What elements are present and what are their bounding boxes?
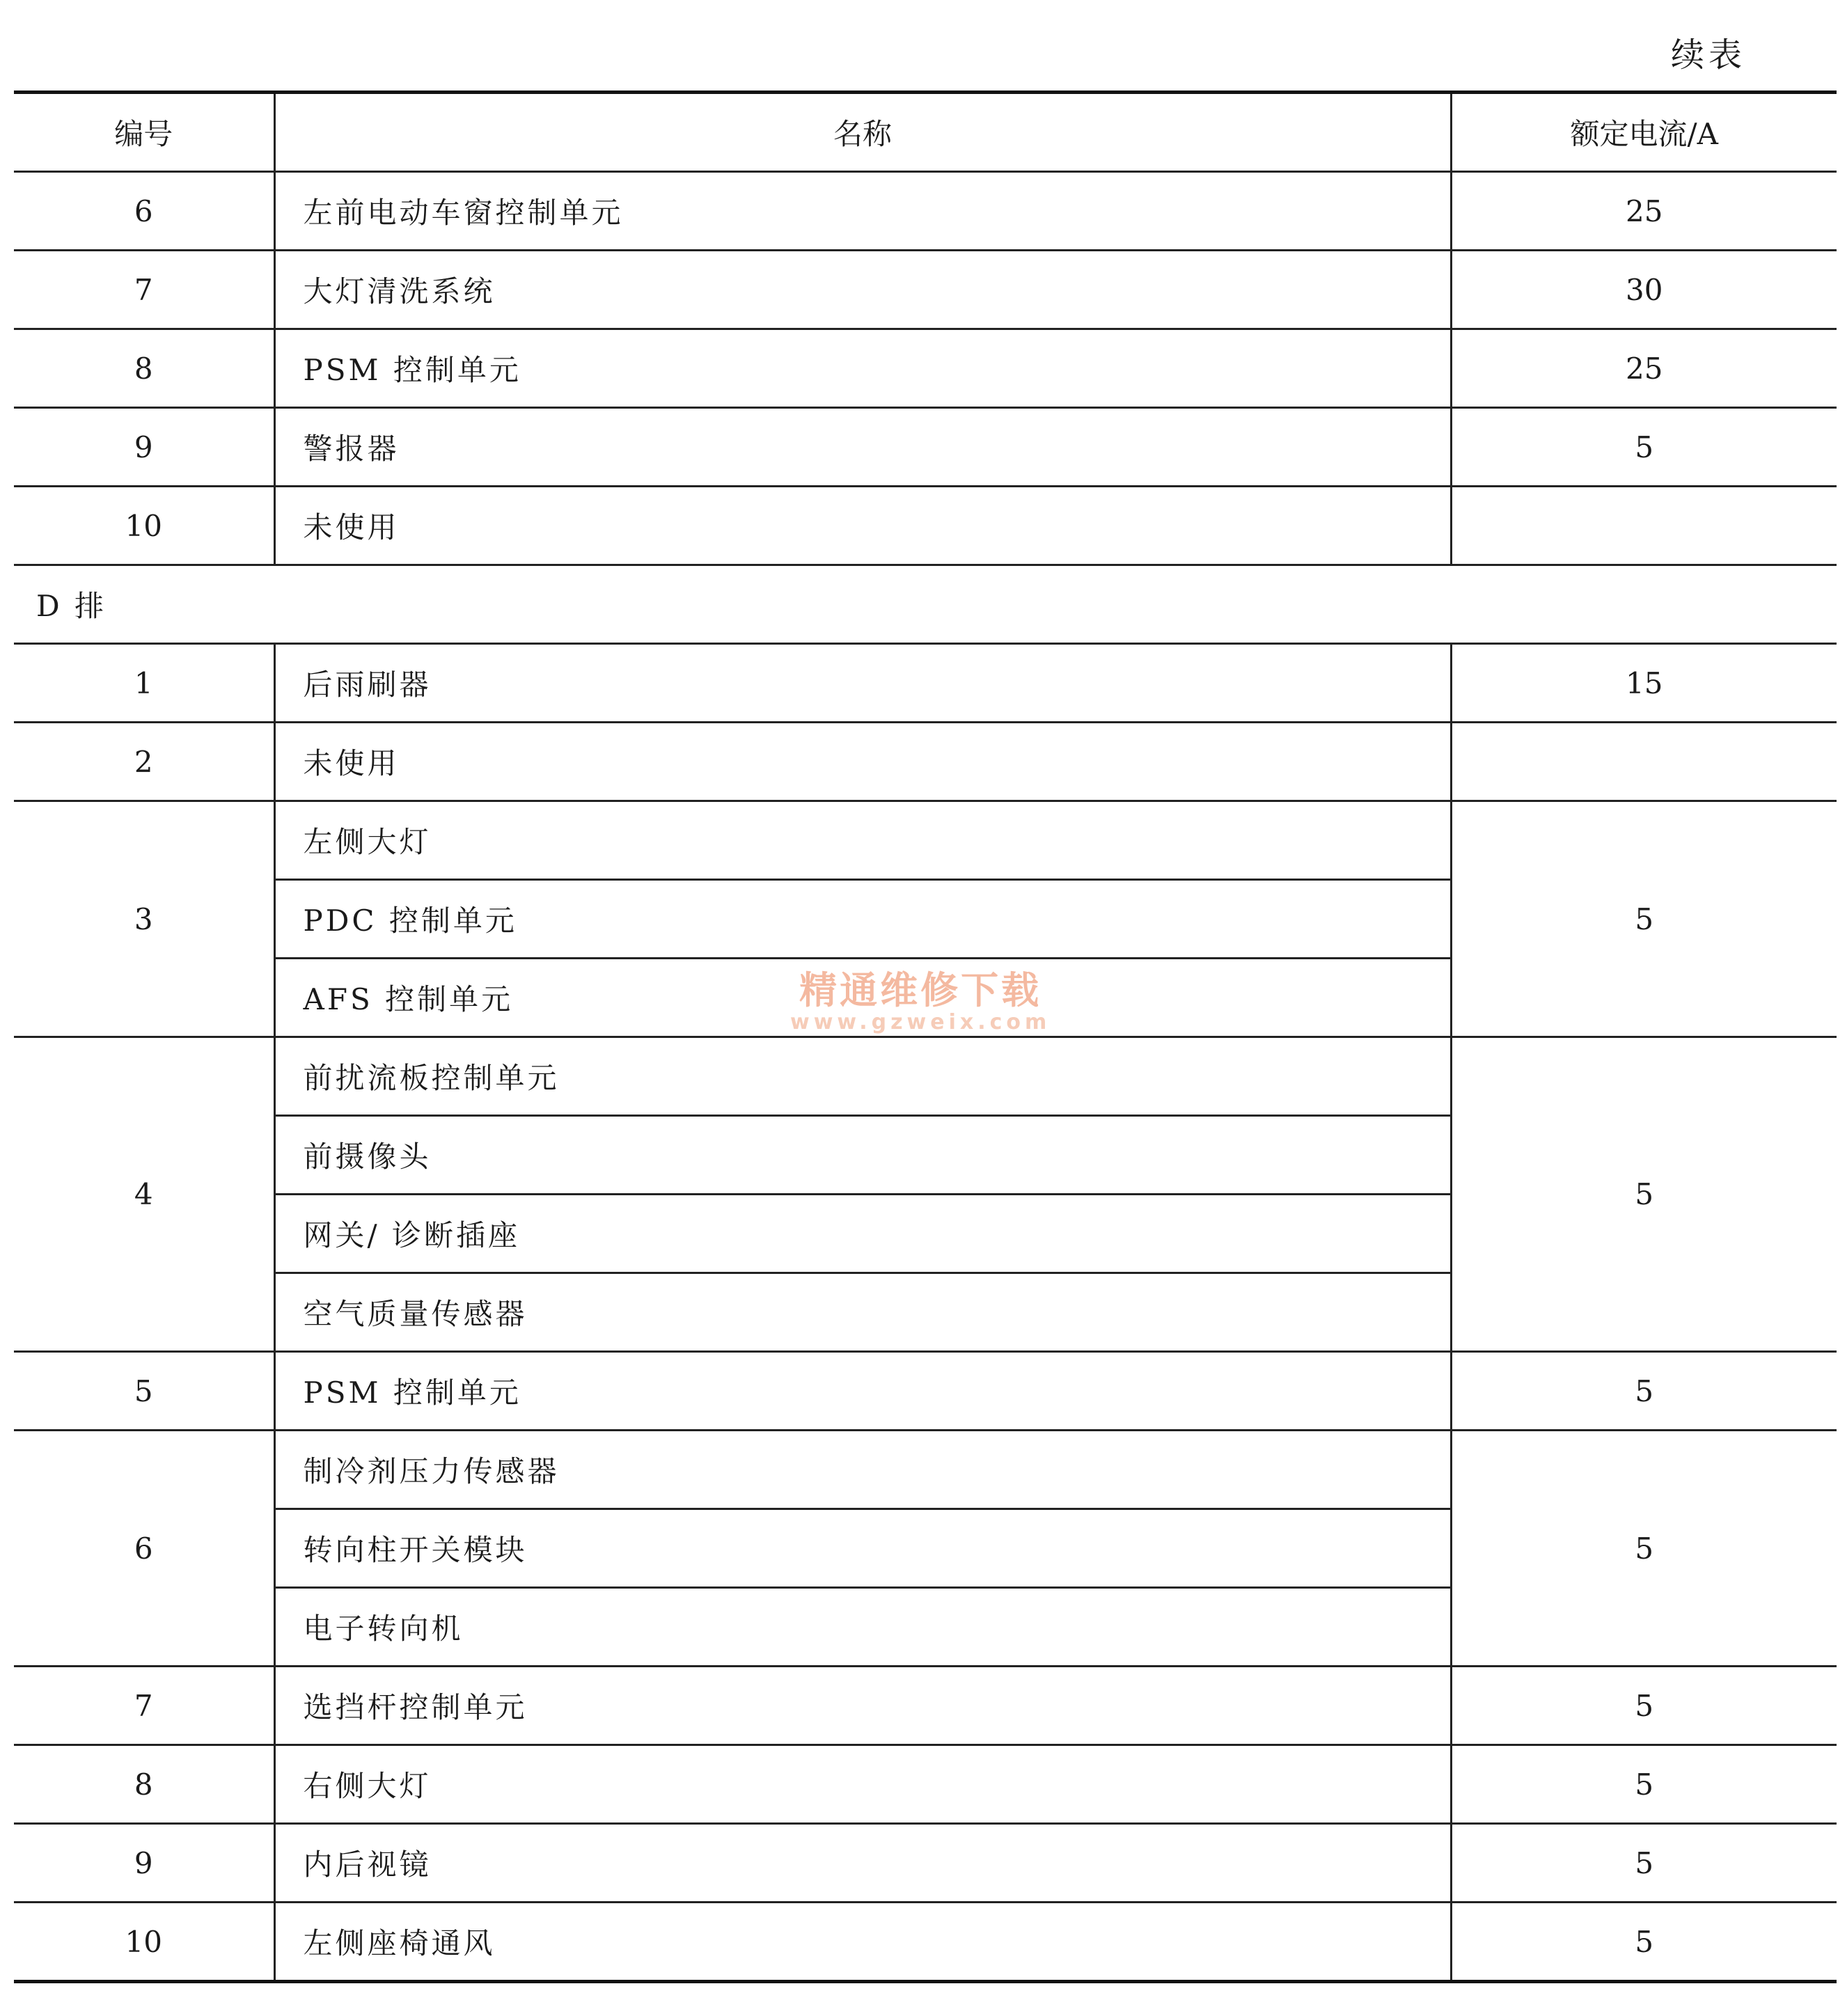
table-row xyxy=(14,329,1837,408)
section-row xyxy=(14,565,1837,644)
table-row xyxy=(14,172,1837,251)
rated-current: 5 xyxy=(1451,1745,1837,1824)
table-row xyxy=(14,1431,1837,1509)
rated-current: 5 xyxy=(1451,1824,1837,1903)
table-row xyxy=(14,644,1837,723)
fuse-number: 3 xyxy=(14,801,274,1037)
fuse-number: 2 xyxy=(14,723,274,801)
table-row xyxy=(14,251,1837,329)
component-name: 大灯清洗系统 xyxy=(274,251,1451,329)
component-name: PDC 控制单元 xyxy=(274,880,1451,959)
table-row xyxy=(14,1037,1837,1116)
fuse-number: 6 xyxy=(14,1431,274,1667)
rated-current: 5 xyxy=(1451,1903,1837,1982)
rated-current: 15 xyxy=(1451,644,1837,723)
fuse-number: 10 xyxy=(14,487,274,565)
fuse-number: 8 xyxy=(14,1745,274,1824)
rated-current: 5 xyxy=(1451,1431,1837,1667)
fuse-number: 10 xyxy=(14,1903,274,1982)
component-name: 左侧大灯 xyxy=(274,801,1451,880)
table-row xyxy=(14,1667,1837,1745)
section-d-label: D 排 xyxy=(14,565,1837,644)
fuse-number: 8 xyxy=(14,329,274,408)
watermark-url: www.gzweix.com xyxy=(790,1010,1051,1034)
header-name: 名称 xyxy=(274,93,1451,172)
rated-current: 25 xyxy=(1451,172,1837,251)
component-name: 制冷剂压力传感器 xyxy=(274,1431,1451,1509)
component-name: 后雨刷器 xyxy=(274,644,1451,723)
component-name: PSM 控制单元 xyxy=(274,329,1451,408)
fuse-table xyxy=(14,90,1837,1983)
continuation-label: 续表 xyxy=(1670,36,1746,74)
component-name: 未使用 xyxy=(274,487,1451,565)
fuse-number: 9 xyxy=(14,408,274,487)
rated-current: 5 xyxy=(1451,1352,1837,1431)
component-name: 左侧座椅通风 xyxy=(274,1903,1451,1982)
fuse-number: 7 xyxy=(14,1667,274,1745)
fuse-number: 7 xyxy=(14,251,274,329)
table-row xyxy=(14,723,1837,801)
component-name: 前扰流板控制单元 xyxy=(274,1037,1451,1116)
component-name: 内后视镜 xyxy=(274,1824,1451,1903)
component-name: 空气质量传感器 xyxy=(274,1273,1451,1352)
rated-current xyxy=(1451,723,1837,801)
component-name: PSM 控制单元 xyxy=(274,1352,1451,1431)
component-name: 未使用 xyxy=(274,723,1451,801)
header-number: 编号 xyxy=(14,93,274,172)
component-name: 网关/ 诊断插座 xyxy=(274,1195,1451,1273)
header-rating: 额定电流/A xyxy=(1451,93,1837,172)
rated-current: 5 xyxy=(1451,801,1837,1037)
table-row xyxy=(14,1903,1837,1982)
fuse-number: 6 xyxy=(14,172,274,251)
table-row xyxy=(14,1824,1837,1903)
watermark-title: 精通维修下载 xyxy=(799,968,1042,1012)
rated-current: 5 xyxy=(1451,408,1837,487)
component-name: 选挡杆控制单元 xyxy=(274,1667,1451,1745)
fuse-number: 9 xyxy=(14,1824,274,1903)
component-name: AFS 控制单元 xyxy=(274,959,1451,1037)
rated-current xyxy=(1451,487,1837,565)
fuse-number: 1 xyxy=(14,644,274,723)
table-row xyxy=(14,408,1837,487)
component-name: 转向柱开关模块 xyxy=(274,1509,1451,1588)
component-name: 电子转向机 xyxy=(274,1588,1451,1667)
component-name: 警报器 xyxy=(274,408,1451,487)
table-row xyxy=(14,487,1837,565)
rated-current: 5 xyxy=(1451,1037,1837,1352)
component-name: 左前电动车窗控制单元 xyxy=(274,172,1451,251)
fuse-number: 4 xyxy=(14,1037,274,1352)
rated-current: 30 xyxy=(1451,251,1837,329)
component-name: 前摄像头 xyxy=(274,1116,1451,1195)
table-row xyxy=(14,1352,1837,1431)
header-row xyxy=(14,93,1837,172)
rated-current: 25 xyxy=(1451,329,1837,408)
fuse-number: 5 xyxy=(14,1352,274,1431)
table-row xyxy=(14,801,1837,880)
component-name: 右侧大灯 xyxy=(274,1745,1451,1824)
rated-current: 5 xyxy=(1451,1667,1837,1745)
table-row xyxy=(14,1745,1837,1824)
